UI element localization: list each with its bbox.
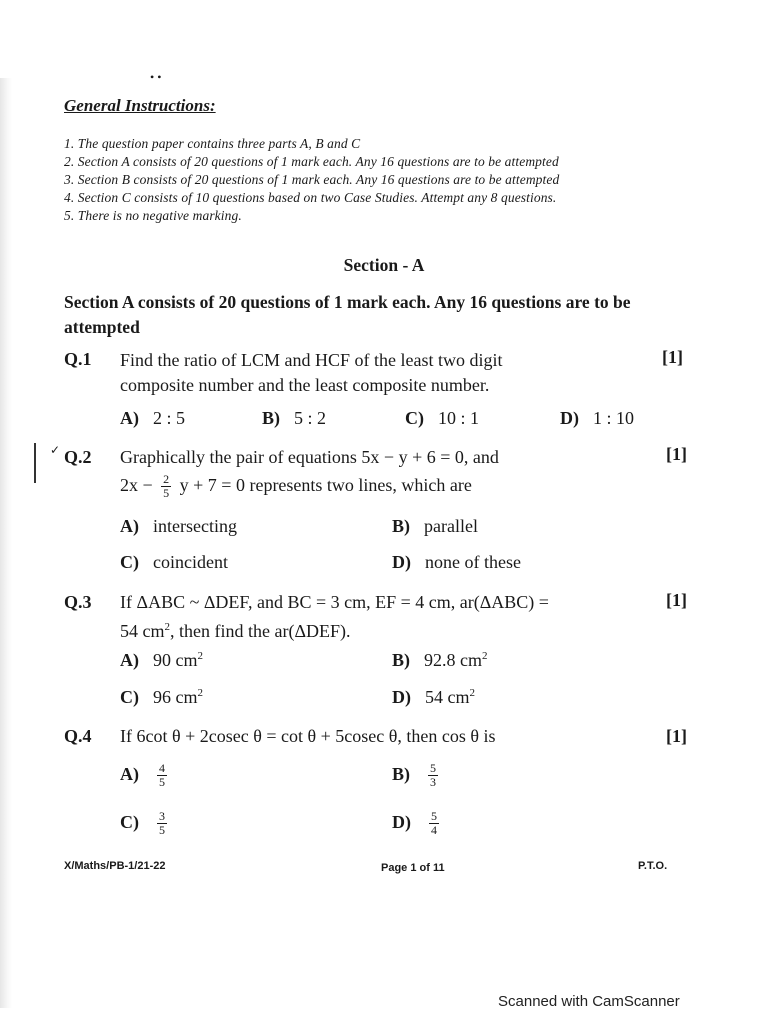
fraction: [429, 810, 439, 837]
option-b: [262, 408, 326, 429]
fraction-denominator: 3: [430, 775, 436, 789]
option-label: A): [120, 650, 139, 670]
question-number: Q.4: [64, 726, 92, 746]
question-marks: [1]: [666, 444, 687, 464]
eq-part: y + 7 = 0 represents two lines, which are: [179, 475, 472, 495]
option-label: D): [560, 408, 579, 428]
option-label: B): [392, 650, 410, 670]
option-label: A): [120, 516, 139, 536]
tick-mark: ✓: [50, 443, 61, 457]
option-label: C): [405, 408, 424, 428]
fraction-denominator: 5: [159, 823, 165, 837]
option-c: [120, 552, 228, 573]
option-label: B): [392, 763, 410, 784]
option-c: [120, 687, 203, 708]
option-text: coincident: [153, 552, 228, 572]
option-b: [392, 650, 488, 671]
eq-part: 2x −: [120, 475, 153, 495]
superscript: 2: [469, 687, 475, 699]
option-label: B): [262, 408, 280, 428]
option-b: [392, 762, 442, 789]
eq-part: 54 cm: [120, 621, 165, 641]
superscript: 2: [164, 621, 170, 633]
fraction-numerator: 3: [159, 809, 165, 823]
fraction-numerator: 5: [431, 809, 437, 823]
question-text: If 6cot θ + 2cosec θ = cot θ + 5cosec θ, then cos θ is: [120, 726, 496, 746]
fraction-numerator: 2: [163, 472, 170, 487]
question-marks: [1]: [662, 347, 683, 367]
option-text: none of these: [425, 552, 521, 572]
option-label: D): [392, 552, 411, 572]
option-label: D): [392, 687, 411, 707]
question-text: composite number and the least composite number.: [120, 375, 490, 395]
fraction: [428, 762, 438, 789]
option-text: 92.8 cm: [424, 650, 482, 670]
question-marks: [1]: [666, 590, 687, 610]
question-text-line2: [120, 472, 472, 500]
fraction: [157, 810, 167, 837]
instruction-item: 1. The question paper contains three parts A, B and C: [64, 136, 361, 151]
option-a: [120, 762, 171, 789]
pto-label: P.T.O.: [638, 860, 668, 872]
option-text: parallel: [424, 516, 478, 536]
option-label: A): [120, 763, 139, 784]
option-c: [405, 408, 479, 429]
fraction-denominator: 5: [163, 486, 170, 501]
option-d: [560, 408, 634, 429]
instruction-item: 3. Section B consists of 20 questions of 1 mark each. Any 16 questions are to be attempted: [64, 172, 560, 187]
question-text: Find the ratio of LCM and HCF of the least two digit: [120, 350, 503, 370]
question-number: Q.2: [64, 447, 92, 467]
option-text: 54 cm: [425, 687, 470, 707]
option-b: [392, 516, 478, 537]
question-text: Graphically the pair of equations 5x − y + 6 = 0, and: [120, 447, 499, 467]
option-d: [392, 687, 475, 708]
option-d: [392, 810, 443, 837]
question-text: If ΔABC ~ ΔDEF, and BC = 3 cm, EF = 4 cm, ar(ΔABC) =: [120, 592, 549, 612]
question-number: Q.1: [64, 349, 92, 369]
section-description: Section A consists of 20 questions of 1 mark each. Any 16 questions are to be attempted: [64, 292, 631, 337]
fraction: [157, 762, 167, 789]
question-text-line2: [120, 614, 351, 644]
option-d: [392, 552, 521, 573]
fraction-denominator: 4: [431, 823, 437, 837]
instruction-item: 2. Section A consists of 20 questions of 1 mark each. Any 16 questions are to be attempted: [64, 154, 559, 169]
option-text: 90 cm: [153, 650, 198, 670]
fraction-numerator: 4: [159, 761, 165, 775]
option-label: C): [120, 687, 139, 707]
camscanner-watermark: Scanned with CamScanner: [498, 993, 680, 1010]
question-number: Q.3: [64, 592, 92, 612]
fraction: [161, 473, 171, 500]
option-text: intersecting: [153, 516, 237, 536]
page-number: Page 1 of 11: [381, 862, 445, 874]
question-marks: [1]: [666, 726, 687, 746]
margin-line: [34, 443, 36, 483]
paper-code: X/Maths/PB-1/21-22: [64, 860, 166, 872]
option-text: 10 : 1: [438, 408, 480, 428]
option-label: A): [120, 408, 139, 428]
fraction-denominator: 5: [159, 775, 165, 789]
option-text: 96 cm: [153, 687, 198, 707]
option-a: [120, 408, 185, 429]
option-label: C): [120, 552, 139, 572]
superscript: 2: [482, 650, 488, 662]
option-text: 5 : 2: [294, 408, 327, 428]
option-a: [120, 516, 237, 537]
instruction-item: 4. Section C consists of 10 questions based on two Case Studies. Attempt any 8 questions.: [64, 190, 557, 205]
instruction-item: 5. There is no negative marking.: [64, 208, 242, 223]
option-label: D): [392, 811, 411, 832]
option-a: [120, 650, 203, 671]
superscript: 2: [197, 687, 203, 699]
option-label: B): [392, 516, 410, 536]
superscript: 2: [197, 650, 203, 662]
fraction-numerator: 5: [430, 761, 436, 775]
option-text: 2 : 5: [153, 408, 186, 428]
top-dots: • •: [150, 70, 162, 84]
eq-part: , then find the ar(ΔDEF).: [170, 621, 351, 641]
instructions-heading: General Instructions:: [64, 96, 216, 115]
option-text: 1 : 10: [593, 408, 635, 428]
section-title: Section - A: [343, 255, 425, 275]
option-c: [120, 810, 171, 837]
option-label: C): [120, 811, 139, 832]
